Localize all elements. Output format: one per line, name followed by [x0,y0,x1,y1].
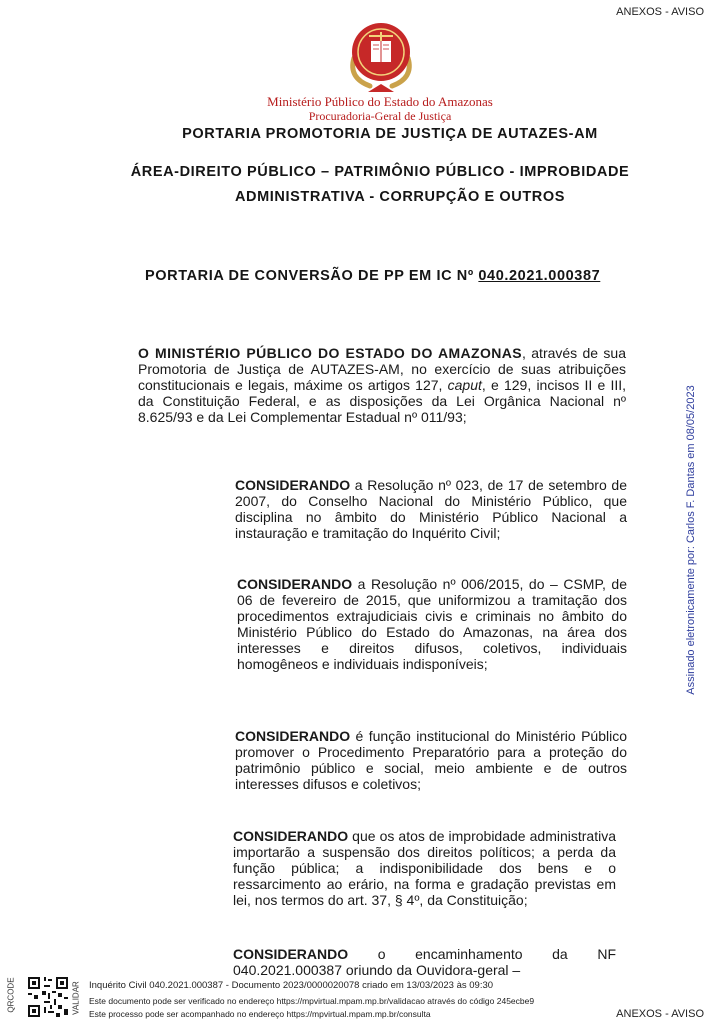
qr-code-icon[interactable] [26,975,70,1019]
intro-text-a: , através de sua Promotoria de Justiça de AUTAZES-AM, no exercício de suas atribuições constitucionais e legais, máxime os artigos 127, [138,345,626,393]
intro-paragraph [138,345,626,425]
considerando-text: a Resolução nº 006/2015, do – CSMP, de 06 de fevereiro de 2015, que uniformizou a tramitação dos procedimentos extrajudiciais civis e criminais no âmbito do Ministério Público do Estado do Amazonas, na área dos interesses e direitos difusos, coletivos, individuais homogêneos e individuais indisponíveis; [237,576,627,672]
considerando-paragraph-1 [235,477,627,541]
mpam-seal-icon [340,14,422,94]
considerando-paragraph-4 [233,828,616,908]
intro-lead: O MINISTÉRIO PÚBLICO DO ESTADO DO AMAZONAS [138,345,523,361]
organization-name: Ministério Público do Estado do Amazonas [267,94,493,109]
considerando-keyword: CONSIDERANDO [235,477,351,493]
considerando-keyword: CONSIDERANDO [237,576,353,592]
intro-text-b: , e 129, incisos II e III, da Constituição Federal, e as disposições da Lei Orgânica Nacional nº 8.625/93 e da Lei Complementar Estadual nº 011/93; [138,377,627,425]
considerando-text: a Resolução nº 023, de 17 de setembro de 2007, do Conselho Nacional do Ministério Público, que disciplina no âmbito do Ministério Público Nacional a instauração e tramitação do Inquérito Civil; [235,477,627,541]
document-title: PORTARIA PROMOTORIA DE JUSTIÇA DE AUTAZES-AM [182,126,598,142]
considerando-text: que os atos de improbidade administrativa importarão a suspensão dos direitos políticos; a perda da função pública; a indisponibilidade dos bens e o ressarcimento ao erário, na forma e gradação previstas em lei, nos termos do art. 37, § 4º, da Constituição; [233,828,616,908]
organization-subtitle: Procuradoria-Geral de Justiça [308,109,452,123]
portaria-number-heading [145,268,600,284]
footer-section-label: ANEXOS - AVISO [616,1008,704,1020]
header-section-label: ANEXOS - AVISO [616,6,704,18]
considerando-keyword: CONSIDERANDO [233,828,349,844]
footer-tracking-info: Este processo pode ser acompanhado no endereço https://mpvirtual.mpam.mp.br/consulta [89,1009,431,1019]
validar-label: VALIDAR [71,981,81,1015]
portaria-number: 040.2021.000387 [478,268,601,284]
portaria-number-prefix: PORTARIA DE CONVERSÃO DE PP EM IC Nº [145,268,474,284]
area-title-line-2: ADMINISTRATIVA - CORRUPÇÃO E OUTROS [234,189,566,205]
electronic-signature-stamp: Assinado eletronicamente por: Carlos F. Dantas em 08/05/2023 [685,385,697,695]
considerando-text: o encaminhamento da NF 040.2021.000387 oriundo da Ouvidora-geral – [233,946,616,978]
considerando-text: é função institucional do Ministério Público promover o Procedimento Preparatório para a proteção do patrimônio público e social, meio ambiente e de outros interesses difusos e coletivos; [235,728,627,792]
area-title-line-1: ÁREA-DIREITO PÚBLICO – PATRIMÔNIO PÚBLICO - IMPROBIDADE [130,164,630,180]
considerando-paragraph-3 [235,728,627,792]
considerando-keyword: CONSIDERANDO [235,728,351,744]
footer-verification-info: Este documento pode ser verificado no endereço https://mpvirtual.mpam.mp.br/validacao através do código 245ecbe9 [89,996,535,1006]
considerando-paragraph-5 [233,946,616,978]
qrcode-label: QRCODE [6,977,16,1013]
considerando-keyword: CONSIDERANDO [233,946,349,962]
intro-caput: caput [447,377,482,393]
considerando-paragraph-2 [237,576,627,672]
footer-document-info: Inquérito Civil 040.2021.000387 - Documento 2023/0000020078 criado em 13/03/2023 às 09:30 [89,980,494,991]
